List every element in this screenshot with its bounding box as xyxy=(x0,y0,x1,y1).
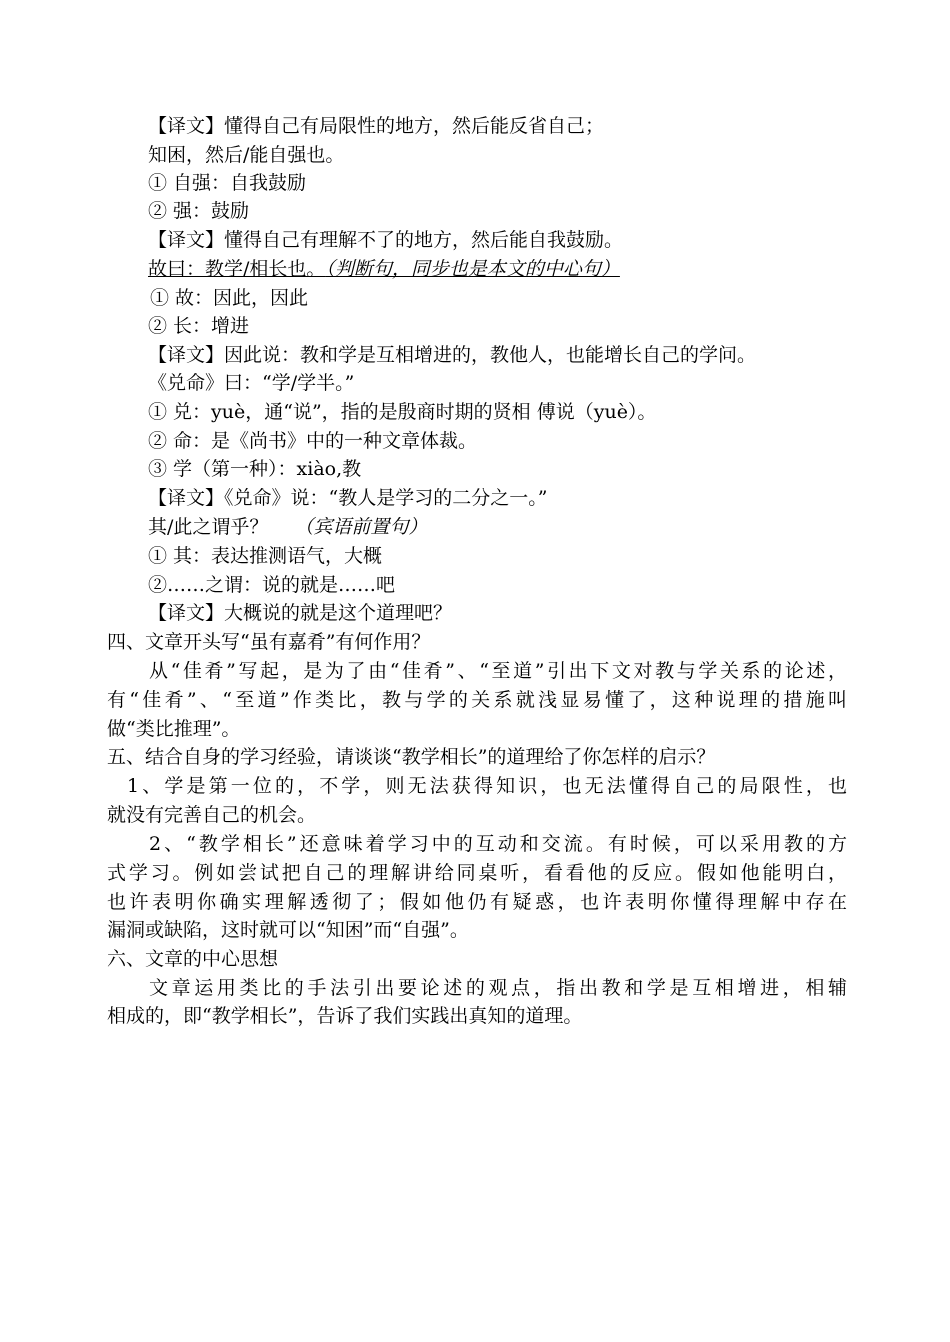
section-heading: 五、结合自身的学习经验，请谈谈“教学相长”的道理给了你怎样的启示？ xyxy=(107,746,716,768)
annotation-item: ① 其：表达推测语气，大概 xyxy=(148,545,383,567)
annotation-item: ① 自强：自我鼓励 xyxy=(148,172,307,194)
annotation-item: ① 故：因此，因此 xyxy=(150,287,309,309)
paragraph-line: 做“类比推理”。 xyxy=(107,718,241,740)
translation-line: 【译文】懂得自己有理解不了的地方，然后能自我鼓励。 xyxy=(148,229,624,251)
paragraph-line: 1、学是第一位的，不学，则无法获得知识，也无法懂得自己的局限性，也 xyxy=(127,775,847,797)
original-text-line xyxy=(148,512,427,542)
translation-line: 【译文】大概说的就是这个道理吧？ xyxy=(148,602,453,624)
section-heading: 四、文章开头写“虽有嘉肴”有何作用？ xyxy=(107,631,431,653)
paragraph-line: 式学习。例如尝试把自己的理解讲给同桌听，看看他的反应。假如他能明白， xyxy=(107,862,847,884)
paragraph-line: 文章运用类比的手法引出要论述的观点，指出教和学是互相增进，相辅 xyxy=(149,977,847,999)
section-heading: 六、文章的中心思想 xyxy=(107,948,279,970)
central-sentence: 故曰：教学/相长也。 xyxy=(148,258,326,280)
annotation-item: ③ 学（第一种）：xiào,教 xyxy=(148,458,362,480)
annotation-item: ② 强：鼓励 xyxy=(148,200,250,222)
paragraph-line: 相成的，即“教学相长”，告诉了我们实践出真知的道理。 xyxy=(107,1005,583,1027)
original-sentence: 其/此之谓乎？ xyxy=(148,516,269,538)
annotation-item: ② 长：增进 xyxy=(148,315,250,337)
original-text-line: 《兑命》曰：“学/学半。” xyxy=(148,372,355,394)
annotation-item: ① 兑：yuè，通“说”，指的是殷商时期的贤相 傅说（yuè）。 xyxy=(148,401,657,423)
annotation-item: ②……之谓：说的就是……吧 xyxy=(148,574,396,596)
paragraph-line: 有“佳肴”、“至道”作类比，教与学的关系就浅显易懂了，这种说理的措施叫 xyxy=(107,689,847,711)
paragraph-line: 漏洞或缺陷，这时就可以“知困”而“自强”。 xyxy=(107,919,469,941)
paragraph-line: 从“佳肴”写起，是为了由“佳肴”、“至道”引出下文对教与学关系的论述， xyxy=(149,660,847,682)
translation-line: 【译文】因此说：教和学是互相增进的，教他人，也能增长自己的学问。 xyxy=(148,344,757,366)
annotation-item: ② 命：是《尚书》中的一种文章体裁。 xyxy=(148,430,478,452)
paragraph-line: 也许表明你确实理解透彻了；假如他仍有疑惑，也许表明你懂得理解中存在 xyxy=(107,891,847,913)
paragraph-line: 2、“教学相长”还意味着学习中的互动和交流。有时候，可以采用教的方 xyxy=(149,833,847,855)
sentence-note: （判断句，同步也是本文的中心句） xyxy=(325,258,620,280)
original-text-line: 知困，然后/能自强也。 xyxy=(148,144,345,166)
translation-line: 【译文】懂得自己有局限性的地方，然后能反省自己； xyxy=(148,115,605,137)
translation-line: 【译文】《兑命》说：“教人是学习的二分之一。” xyxy=(148,487,548,509)
paragraph-line: 就没有完善自己的机会。 xyxy=(107,804,317,826)
original-text-line xyxy=(148,254,620,284)
sentence-note: （宾语前置句） xyxy=(294,516,428,538)
